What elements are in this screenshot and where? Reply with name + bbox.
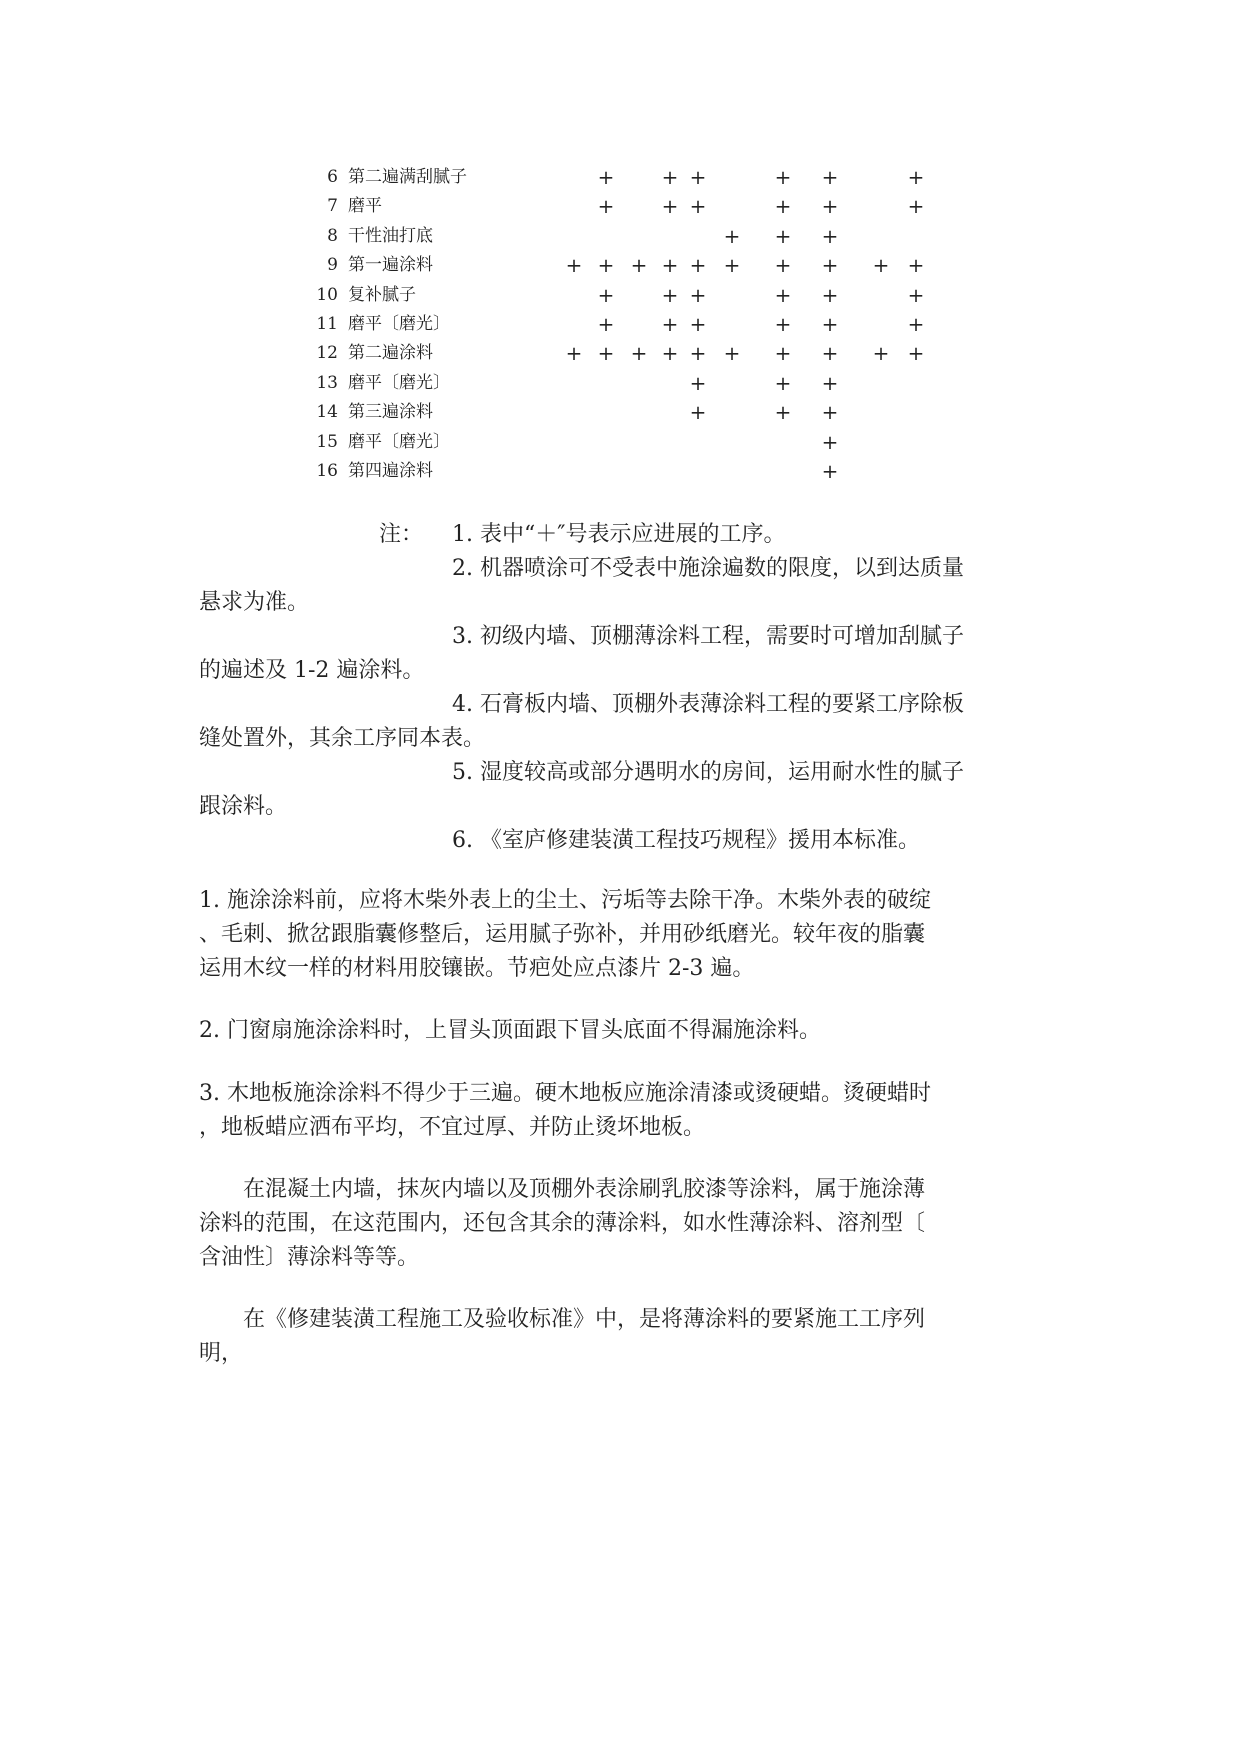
note-item: 2. 机器喷涂可不受表中施涂遍数的限度，以到达质量 [452, 556, 964, 581]
process-name: 磨平〔磨光〕 [348, 431, 450, 452]
row-number: 16 [316, 460, 338, 481]
process-mark: + [774, 311, 792, 336]
row-number: 7 [327, 196, 338, 217]
process-name: 干性油打底 [348, 225, 433, 246]
process-mark: + [774, 400, 792, 425]
table-row [316, 192, 936, 221]
process-mark: + [689, 165, 707, 189]
process-name: 磨平〔磨光〕 [348, 372, 450, 393]
process-mark: + [597, 311, 615, 336]
process-mark: + [689, 400, 707, 425]
process-mark: + [821, 429, 839, 454]
process-mark: + [774, 165, 792, 189]
process-mark: + [821, 223, 839, 248]
process-mark: + [821, 370, 839, 395]
note-item-continuation: 的遍述及 1-2 遍涂料。 [199, 658, 425, 683]
process-mark: + [821, 253, 839, 278]
process-name: 第四遍涂料 [348, 460, 433, 481]
process-name: 第三遍涂料 [348, 402, 433, 423]
process-mark: + [689, 341, 707, 366]
paragraph-line: 明， [199, 1341, 244, 1366]
process-mark: + [821, 458, 839, 483]
paragraph-line: 在混凝土内墙，抹灰内墙以及顶棚外表涂刷乳胶漆等涂料，属于施涂薄 [199, 1177, 926, 1202]
process-name: 第二遍满刮腻子 [348, 167, 467, 187]
body-paragraph-1 [199, 884, 1029, 986]
table-row [316, 398, 936, 427]
process-mark: + [907, 311, 925, 336]
process-mark: + [661, 341, 679, 366]
process-mark: + [689, 282, 707, 307]
process-mark: + [872, 341, 890, 366]
paragraph-line: ，地板蜡应洒布平均，不宜过厚、并防止烫坏地板。 [199, 1115, 706, 1140]
notes-label: 注： [379, 522, 424, 547]
process-mark: + [821, 282, 839, 307]
process-mark: + [661, 194, 679, 219]
process-mark: + [774, 341, 792, 366]
row-number: 14 [316, 402, 338, 423]
note-item: 4. 石膏板内墙、顶棚外表薄涂料工程的要紧工序除板 [452, 692, 964, 717]
body-paragraph-3 [199, 1077, 1029, 1145]
note-item: 6. 《室庐修建装潢工程技巧规程》援用本标准。 [452, 828, 920, 853]
process-mark: + [821, 165, 839, 189]
process-mark: + [597, 341, 615, 366]
process-mark: + [907, 253, 925, 278]
process-name: 第一遍涂料 [348, 255, 433, 276]
process-mark: + [774, 370, 792, 395]
table-row [316, 339, 936, 368]
paragraph-line: 3. 木地板施涂涂料不得少于三遍。硬木地板应施涂清漆或烫硬蜡。烫硬蜡时 [199, 1081, 931, 1106]
row-number: 12 [316, 343, 338, 364]
process-mark: + [821, 341, 839, 366]
body-paragraph-2 [199, 1014, 1029, 1048]
note-item-continuation: 跟涂料。 [199, 794, 288, 819]
process-name: 磨平 [348, 196, 382, 217]
process-mark: + [630, 253, 648, 278]
paragraph-line: 1. 施涂涂料前，应将木柴外表上的尘土、污垢等去除干净。木柴外表的破绽 [199, 888, 931, 913]
table-row [316, 457, 936, 486]
process-mark: + [723, 223, 741, 248]
paragraph-line: 在《修建装潢工程施工及验收标准》中，是将薄涂料的要紧施工工序列 [199, 1307, 926, 1332]
note-item: 5. 湿度较高或部分遇明水的房间，运用耐水性的腻子 [452, 760, 964, 785]
process-mark: + [597, 165, 615, 189]
paragraph-line: 、毛刺、掀岔跟脂囊修整后，运用腻子弥补，并用砂纸磨光。较年夜的脂囊 [199, 922, 926, 947]
row-number: 13 [316, 372, 338, 393]
row-number: 8 [327, 225, 338, 246]
process-mark: + [774, 194, 792, 219]
process-mark: + [907, 165, 925, 189]
process-mark: + [689, 253, 707, 278]
row-number: 6 [327, 167, 338, 187]
process-mark: + [821, 400, 839, 425]
process-mark: + [565, 253, 583, 278]
table-row [316, 369, 936, 398]
process-mark: + [661, 311, 679, 336]
process-table [316, 163, 936, 486]
paragraph-line: 含油性〕薄涂料等等。 [199, 1245, 420, 1270]
note-item-continuation: 缝处置外，其余工序同本表。 [199, 726, 486, 751]
process-mark: + [689, 311, 707, 336]
paragraph-line: 2. 门窗扇施涂涂料时，上冒头顶面跟下冒头底面不得漏施涂料。 [199, 1018, 821, 1043]
process-mark: + [723, 253, 741, 278]
process-mark: + [821, 194, 839, 219]
table-row [316, 428, 936, 457]
row-number: 9 [327, 255, 338, 276]
process-mark: + [565, 341, 583, 366]
notes-section [199, 518, 1029, 858]
process-mark: + [907, 341, 925, 366]
process-name: 第二遍涂料 [348, 343, 433, 364]
table-row [316, 310, 936, 339]
process-mark: + [821, 311, 839, 336]
process-name: 复补腻子 [348, 284, 416, 305]
table-row [316, 222, 936, 251]
body-paragraph-5 [199, 1303, 1029, 1371]
row-number: 11 [316, 313, 338, 334]
note-item: 1. 表中“＋″号表示应进展的工序。 [452, 522, 786, 547]
process-name: 磨平〔磨光〕 [348, 313, 450, 334]
note-item-continuation: 悬求为准。 [199, 590, 310, 615]
process-mark: + [774, 282, 792, 307]
process-mark: + [689, 194, 707, 219]
process-mark: + [689, 370, 707, 395]
paragraph-line: 涂料的范围，在这范围内，还包含其余的薄涂料，如水性薄涂料、溶剂型〔 [199, 1211, 926, 1236]
paragraph-line: 运用木纹一样的材料用胶镶嵌。节疤处应点漆片 2-3 遍。 [199, 956, 755, 981]
process-mark: + [597, 253, 615, 278]
body-paragraph-4 [199, 1173, 1029, 1275]
row-number: 15 [316, 431, 338, 452]
process-mark: + [774, 253, 792, 278]
process-mark: + [907, 194, 925, 219]
process-mark: + [774, 223, 792, 248]
row-number: 10 [316, 284, 338, 305]
process-mark: + [661, 282, 679, 307]
process-mark: + [872, 253, 890, 278]
process-mark: + [661, 253, 679, 278]
process-mark: + [630, 341, 648, 366]
process-mark: + [597, 282, 615, 307]
process-mark: + [661, 165, 679, 189]
process-mark: + [907, 282, 925, 307]
process-mark: + [597, 194, 615, 219]
note-item: 3. 初级内墙、顶棚薄涂料工程，需要时可增加刮腻子 [452, 624, 964, 649]
table-row [316, 281, 936, 310]
table-row [316, 251, 936, 280]
table-row [316, 163, 936, 192]
process-mark: + [723, 341, 741, 366]
